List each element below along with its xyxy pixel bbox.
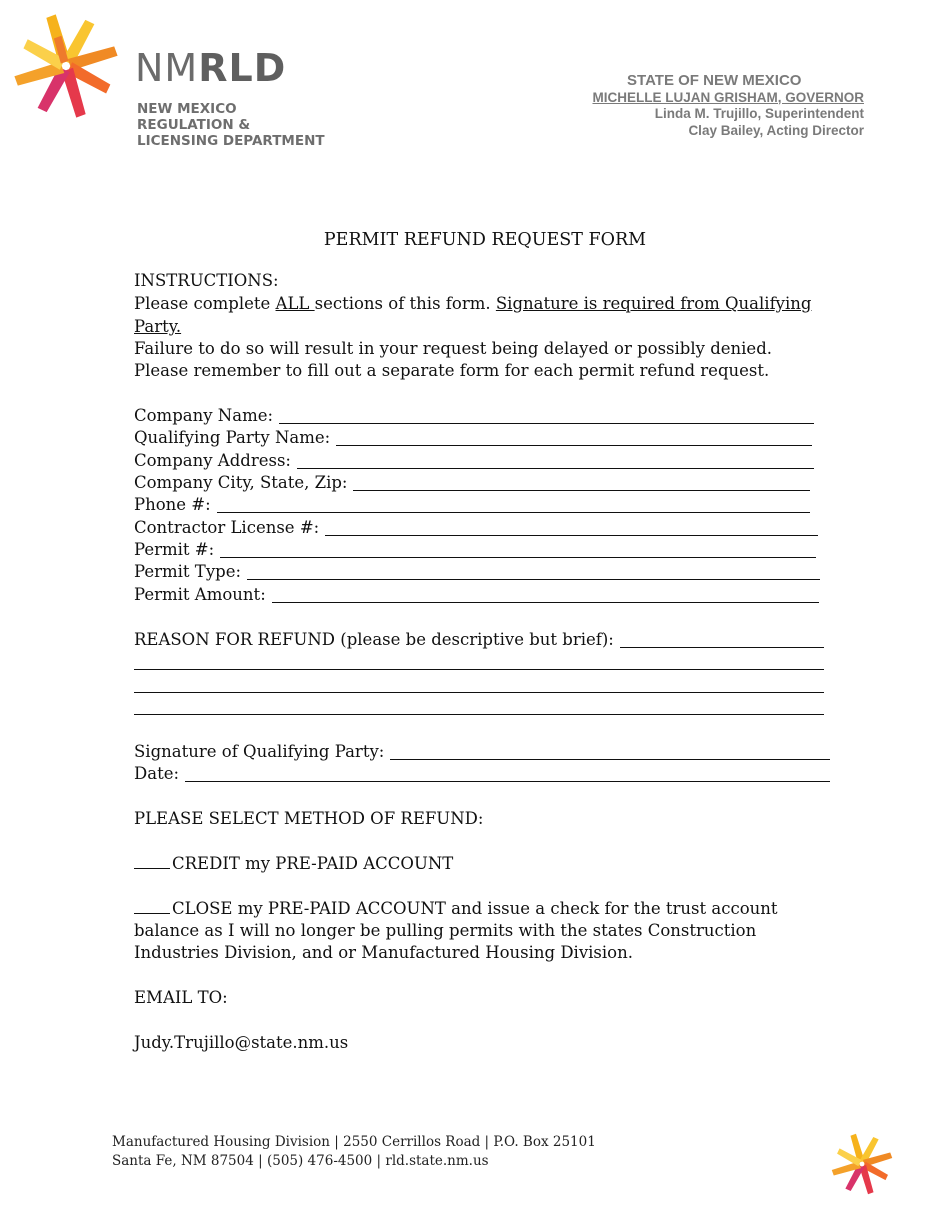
field-label: Permit Type: xyxy=(134,562,242,581)
field-blank[interactable] xyxy=(297,453,814,469)
signature-field[interactable] xyxy=(134,741,830,763)
logo-subtitle-line: NEW MEXICO xyxy=(137,101,237,117)
field-label: Company City, State, Zip: xyxy=(134,473,348,492)
refund-method-heading: PLEASE SELECT METHOD OF REFUND: xyxy=(134,809,484,828)
phone-field[interactable] xyxy=(134,494,810,516)
field-blank[interactable] xyxy=(390,744,830,760)
instructions-text: sections of this form. xyxy=(314,294,496,313)
instructions-line-3: Please remember to fill out a separate form for each permit refund request. xyxy=(134,361,770,380)
state-name: STATE OF NEW MEXICO xyxy=(627,72,802,89)
field-label: Permit Amount: xyxy=(134,585,266,604)
field-label: Qualifying Party Name: xyxy=(134,428,331,447)
field-blank[interactable] xyxy=(185,766,830,782)
field-blank[interactable] xyxy=(220,542,816,558)
email-label: EMAIL TO: xyxy=(134,988,228,1007)
qualifying-party-name-field[interactable] xyxy=(134,427,812,449)
form-title: PERMIT REFUND REQUEST FORM xyxy=(323,230,647,250)
field-label: Date: xyxy=(134,764,180,783)
field-blank[interactable] xyxy=(336,430,812,446)
option-blank[interactable] xyxy=(134,853,170,869)
field-blank[interactable] xyxy=(247,564,820,580)
logo-wordmark xyxy=(135,48,286,88)
field-label: Signature of Qualifying Party: xyxy=(134,742,385,761)
permit-amount-field[interactable] xyxy=(134,584,819,606)
logo-subtitle-line: LICENSING DEPARTMENT xyxy=(137,133,325,149)
company-address-field[interactable] xyxy=(134,450,814,472)
date-field[interactable] xyxy=(134,763,830,785)
logo-subtitle-line: REGULATION & xyxy=(137,117,251,133)
email-address[interactable]: Judy.Trujillo@state.nm.us xyxy=(134,1033,349,1052)
field-blank[interactable] xyxy=(272,587,819,603)
director-name: Clay Bailey, Acting Director xyxy=(688,122,864,138)
state-header xyxy=(592,73,864,139)
governor-name: MICHELLE LUJAN GRISHAM, GOVERNOR xyxy=(592,89,864,105)
field-blank[interactable] xyxy=(353,475,810,491)
field-label: Company Address: xyxy=(134,451,291,470)
logo-wordmark-thin: NM xyxy=(135,46,199,90)
nmrld-footer-logo-icon xyxy=(828,1130,896,1198)
instructions-signature-required: Signature is required from Qualifying xyxy=(495,294,812,313)
option-blank[interactable] xyxy=(134,898,170,914)
field-label: Contractor License #: xyxy=(134,518,320,537)
permit-type-field[interactable] xyxy=(134,561,820,583)
permit-number-field[interactable] xyxy=(134,539,816,561)
field-label: Company Name: xyxy=(134,406,274,425)
field-blank[interactable] xyxy=(325,520,818,536)
field-label: Phone #: xyxy=(134,495,211,514)
company-city-state-zip-field[interactable] xyxy=(134,472,810,494)
logo-wordmark-bold: RLD xyxy=(198,46,287,90)
instructions-all: ALL xyxy=(275,294,315,313)
logo-subtitle xyxy=(137,101,325,149)
footer-address xyxy=(112,1133,596,1171)
reason-for-refund-field[interactable] xyxy=(134,629,824,651)
option-close-account[interactable] xyxy=(134,898,778,921)
option-label: CLOSE my PRE-PAID ACCOUNT and issue a check for the trust account xyxy=(172,899,778,918)
field-blank[interactable] xyxy=(620,632,824,648)
reason-blank-line[interactable] xyxy=(134,714,824,715)
field-label: Permit #: xyxy=(134,540,215,559)
option-credit-account[interactable] xyxy=(134,853,453,876)
contractor-license-field[interactable] xyxy=(134,517,818,539)
option-close-account-line-3: Industries Division, and or Manufactured Housing Division. xyxy=(134,943,633,962)
instructions-heading: INSTRUCTIONS: xyxy=(134,271,279,290)
nmrld-logo-icon xyxy=(8,8,124,124)
field-blank[interactable] xyxy=(217,497,810,513)
footer-line-2: Santa Fe, NM 87504 | (505) 476-4500 | rld.state.nm.us xyxy=(112,1153,489,1169)
reason-blank-line[interactable] xyxy=(134,692,824,693)
superintendent-name: Linda M. Trujillo, Superintendent xyxy=(654,106,864,121)
field-label: REASON FOR REFUND (please be descriptive but brief): xyxy=(134,630,614,649)
company-name-field[interactable] xyxy=(134,405,814,427)
footer-line-1: Manufactured Housing Division | 2550 Cerrillos Road | P.O. Box 25101 xyxy=(112,1134,596,1150)
option-label: CREDIT my PRE-PAID ACCOUNT xyxy=(172,854,454,873)
instructions-line-1 xyxy=(134,293,811,316)
instructions-party: Party. xyxy=(134,317,182,336)
reason-blank-line[interactable] xyxy=(134,669,824,670)
option-close-account-line-2: balance as I will no longer be pulling permits with the states Construction xyxy=(134,921,757,940)
instructions-text: Please complete xyxy=(134,294,276,313)
field-blank[interactable] xyxy=(279,408,814,424)
instructions-line-2: Failure to do so will result in your request being delayed or possibly denied. xyxy=(134,339,773,358)
